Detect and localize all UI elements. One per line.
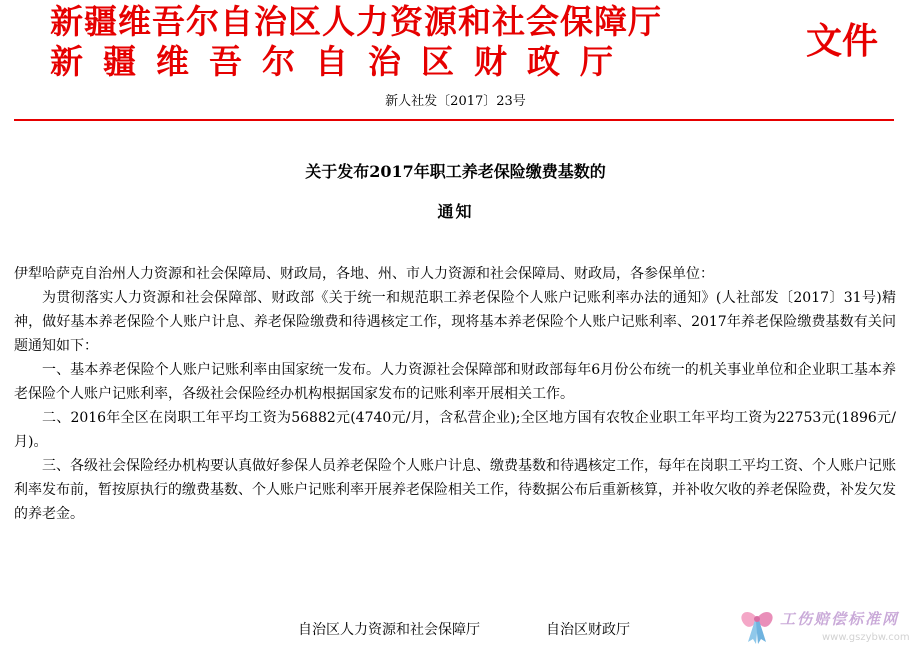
- ribbon-logo-icon: [736, 604, 778, 646]
- document-header: [0, 0, 911, 122]
- watermark-site-name: 工伤赔偿标准网: [780, 610, 900, 628]
- document-title-line1: 关于发布2017年职工养老保险缴费基数的: [305, 162, 606, 181]
- intro-paragraph: 为贯彻落实人力资源和社会保障部、财政部《关于统一和规范职工养老保险个人账户记账利率办法的通知》(人社部发〔2017〕31号)精神，做好基本养老保险个人账户计息、养老保险缴费和待遇核定工作，现将基本养老保险个人账户记账利率、2017年养老保险缴费基数有关问题通知如下：: [14, 290, 896, 354]
- addressee: 伊犁哈萨克自治州人力资源和社会保障局、财政局，各地、州、市人力资源和社会保障局、财政局，各参保单位：: [14, 266, 714, 282]
- item-one-paragraph: 一、基本养老保险个人账户记账利率由国家统一发布。人力资源社会保障部和财政部每年6月份公布统一的机关事业单位和企业职工基本养老保险个人账户记账利率，各级社会保险经办机构根据国家发布的记账利率开展相关工作。: [14, 362, 896, 402]
- document-title-line2: 通知: [437, 202, 474, 221]
- signature-hrss: 自治区人力资源和社会保障厅: [298, 622, 480, 638]
- document-body: [14, 262, 896, 526]
- item-two-paragraph: 二、2016年全区在岗职工年平均工资为56882元(4740元/月，含私营企业);全区地方国有农牧企业职工年平均工资为22753元(1896元/月)。: [14, 410, 896, 450]
- watermark-url: www.gszybw.com: [822, 632, 910, 643]
- issuer-line-finance: 新疆维吾尔自治区财政厅: [50, 42, 633, 81]
- signature-finance: 自治区财政厅: [546, 622, 630, 638]
- issuer-line-hrss: 新疆维吾尔自治区人力资源和社会保障厅: [50, 2, 662, 41]
- red-header-divider: [14, 119, 894, 121]
- site-watermark: [736, 600, 910, 650]
- document-word: 文件: [806, 21, 879, 62]
- document-number: 新人社发〔2017〕23号: [385, 94, 526, 109]
- item-three-paragraph: 三、各级社会保险经办机构要认真做好参保人员养老保险个人账户计息、缴费基数和待遇核定工作，每年在岗职工平均工资、个人账户记账利率发布前，暂按原执行的缴费基数、个人账户记账利率开展养老保险相关工作，待数据公布后重新核算，并补收欠收的养老保险费，补发欠发的养老金。: [14, 458, 896, 522]
